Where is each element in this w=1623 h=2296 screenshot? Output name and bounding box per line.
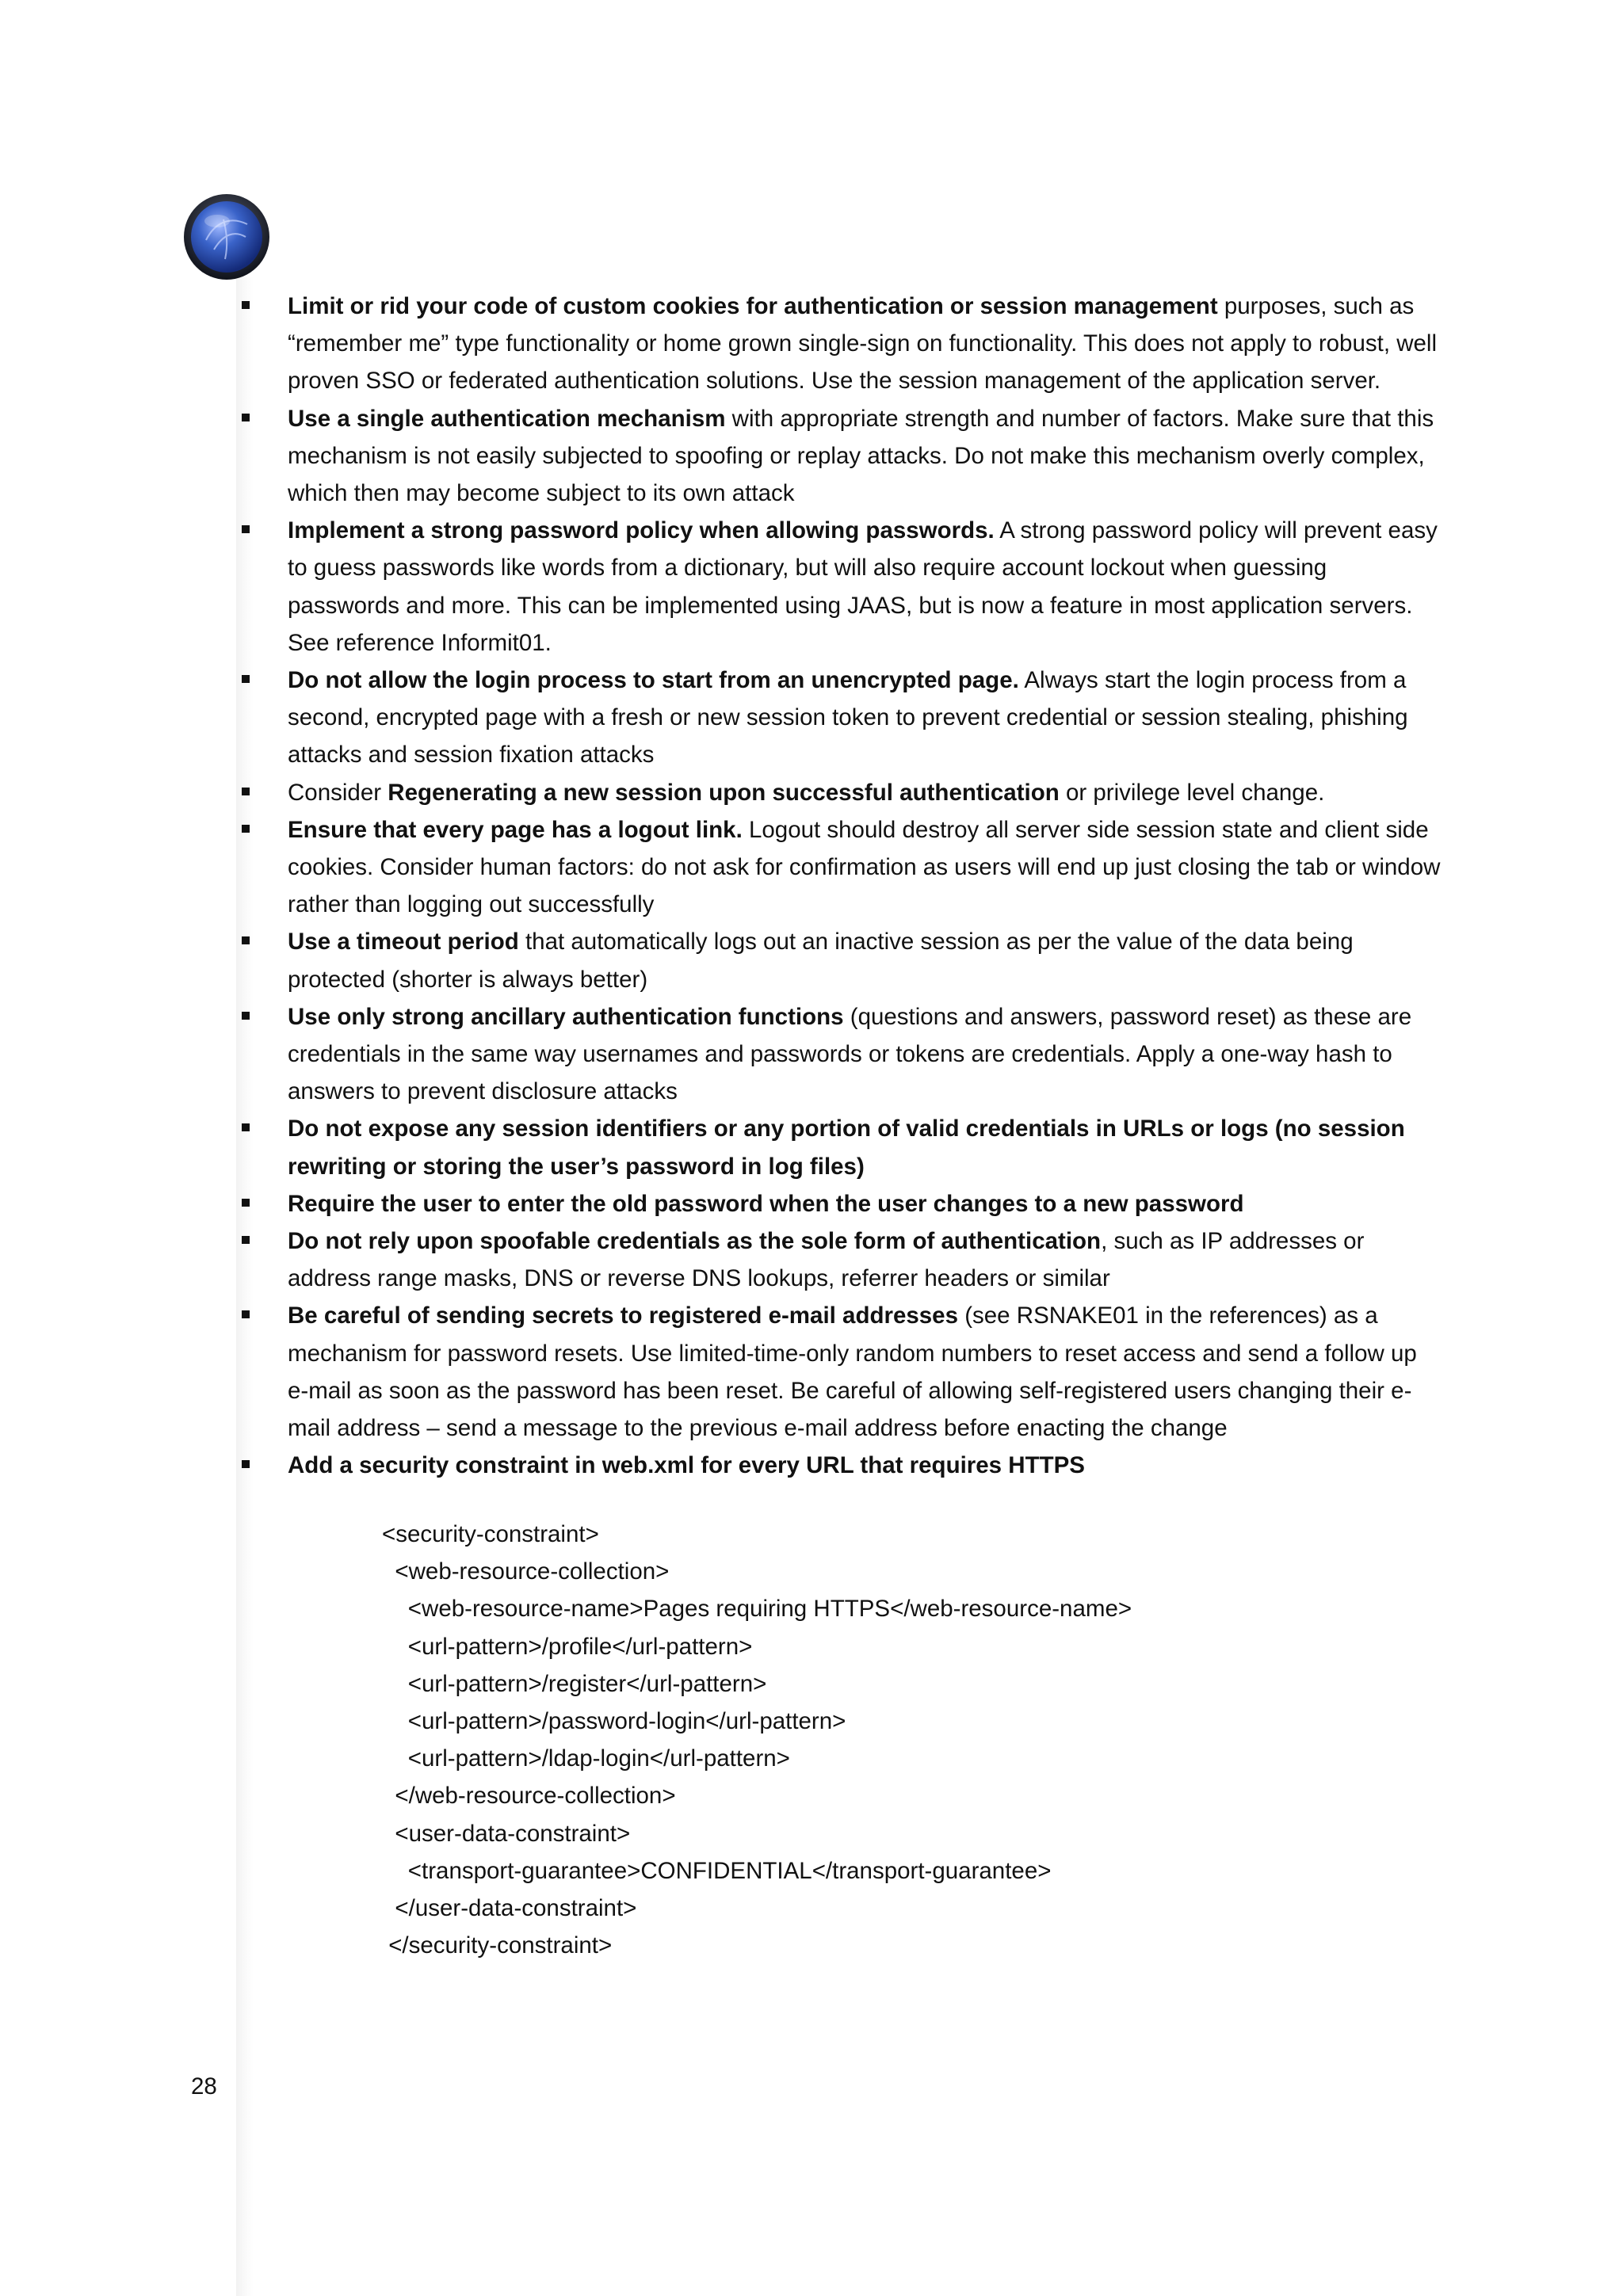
list-item [238, 662, 1442, 774]
list-item [238, 512, 1442, 662]
square-bullet-icon [242, 1012, 250, 1020]
list-item [238, 1222, 1442, 1297]
bullet-prefix-text: Consider [288, 779, 388, 806]
code-line: <web-resource-name>Pages requiring HTTPS</web-resource-name> [382, 1596, 1132, 1623]
square-bullet-icon [242, 675, 250, 683]
bullet-text: with appropriate strength and number of factors. Make sure that this mechanism is not easily subjected to spoofing or replay attacks. Do not make this mechanism overly complex, which then may become subject to its own attack [288, 405, 1434, 507]
code-line: <web-resource-collection> [382, 1558, 670, 1585]
code-line: <url-pattern>/ldap-login</url-pattern> [382, 1745, 790, 1772]
list-item [238, 288, 1442, 400]
bullet-bold-text: Limit or rid your code of custom cookies for authentication or session management [288, 293, 1218, 319]
code-line: </user-data-constraint> [382, 1895, 637, 1922]
bullet-bold-text: Use a timeout period [288, 929, 519, 955]
square-bullet-icon [242, 301, 250, 309]
bullet-text: that automatically logs out an inactive session as per the value of the data being protected (shorter is always better) [288, 929, 1354, 993]
bullet-bold-text: Add a security constraint in web.xml for every URL that requires HTTPS [288, 1452, 1085, 1479]
code-line: <url-pattern>/password-login</url-pattern> [382, 1708, 846, 1735]
bullet-bold-text: Do not expose any session identifiers or any portion of valid credentials in URLs or logs (no session rewriting or storing the user’s password in log files) [288, 1116, 1405, 1180]
bullet-text: Logout should destroy all server side session state and client side cookies. Consider human factors: do not ask for confirmation as users will end up just closing the tab or window rather than logging out successfully [288, 816, 1441, 918]
bullet-text: A strong password policy will prevent easy to guess passwords like words from a dictionary, but will also require account lockout when guessing passwords and more. This can be implemented using JAAS, but is now a feature in most application servers. See reference Informit01. [288, 517, 1438, 656]
square-bullet-icon [242, 1199, 250, 1207]
list-item [238, 400, 1442, 513]
bullet-text: Always start the login process from a second, encrypted page with a fresh or new session token to prevent credential or session stealing, phishing attacks and session fixation attacks [288, 667, 1408, 769]
list-item [238, 1185, 1442, 1222]
square-bullet-icon [242, 825, 250, 833]
square-bullet-icon [242, 1310, 250, 1318]
list-item [238, 923, 1442, 997]
code-line: </web-resource-collection> [382, 1783, 676, 1810]
bullet-bold-text: Use a single authentication mechanism [288, 405, 726, 432]
square-bullet-icon [242, 414, 250, 421]
security-guidelines-list [238, 288, 1442, 1485]
square-bullet-icon [242, 525, 250, 533]
bullet-bold-text: Be careful of sending secrets to registered e-mail addresses [288, 1302, 958, 1329]
square-bullet-icon [242, 788, 250, 795]
bullet-text: (questions and answers, password reset) as these are credentials in the same way usernames and passwords or tokens are credentials. Apply a one-way hash to answers to prevent disclosure attacks [288, 1003, 1412, 1105]
square-bullet-icon [242, 936, 250, 944]
web-xml-code-block [382, 1516, 1132, 1964]
page-number: 28 [191, 2073, 217, 2100]
code-line: </security-constraint> [382, 1932, 613, 1959]
square-bullet-icon [242, 1236, 250, 1244]
bullet-bold-text: Do not rely upon spoofable credentials as the sole form of authentication [288, 1228, 1102, 1255]
bullet-bold-text: Require the user to enter the old password when the user changes to a new password [288, 1190, 1244, 1217]
bullet-bold-text: Use only strong ancillary authentication functions [288, 1003, 844, 1030]
list-item [238, 1110, 1442, 1184]
list-item [238, 998, 1442, 1111]
bullet-bold-text: Implement a strong password policy when allowing passwords. [288, 517, 995, 544]
bullet-bold-text: Do not allow the login process to start from an unencrypted page. [288, 667, 1019, 694]
code-line: <security-constraint> [382, 1521, 599, 1547]
bullet-text: purposes, such as “remember me” type functionality or home grown single-sign on functionality. This does not apply to robust, well proven SSO or federated authentication solutions. Use the session management of the application server. [288, 293, 1438, 395]
list-item [238, 774, 1442, 811]
list-item [238, 1297, 1442, 1447]
square-bullet-icon [242, 1460, 250, 1468]
code-line: <user-data-constraint> [382, 1820, 631, 1847]
bullet-text: , such as IP addresses or address range masks, DNS or reverse DNS lookups, referrer headers or similar [288, 1228, 1365, 1292]
list-item [238, 811, 1442, 924]
bullet-bold-text: Regenerating a new session upon successful authentication [388, 779, 1060, 806]
bullet-bold-text: Ensure that every page has a logout link. [288, 816, 743, 843]
code-line: <url-pattern>/profile</url-pattern> [382, 1633, 753, 1660]
code-line: <transport-guarantee>CONFIDENTIAL</transport-guarantee> [382, 1857, 1052, 1884]
code-line: <url-pattern>/register</url-pattern> [382, 1670, 767, 1697]
list-item [238, 1447, 1442, 1484]
bullet-text: or privilege level change. [1059, 779, 1325, 806]
bullet-text: (see RSNAKE01 in the references) as a mechanism for password resets. Use limited-time-only random numbers to reset access and send a follow up e-mail as soon as the password has been reset. Be careful of allowing self-registered users changing their e-mail address – send a message to the previous e-mail address before enacting the change [288, 1302, 1417, 1442]
square-bullet-icon [242, 1123, 250, 1131]
owasp-logo-icon [182, 193, 271, 281]
